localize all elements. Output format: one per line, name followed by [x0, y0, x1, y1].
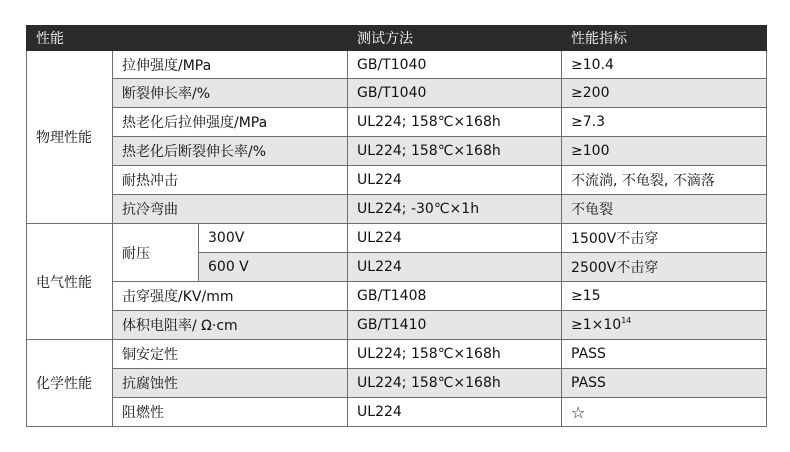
item-cell: 击穿强度/KV/mm	[113, 282, 348, 311]
category-physical: 物理性能	[27, 51, 113, 224]
method-cell: UL224	[348, 224, 562, 253]
header-spec-value: 性能指标	[562, 26, 767, 51]
value-cell: ≥200	[562, 79, 767, 108]
header-property: 性能	[27, 26, 348, 51]
item-cell: 抗冷弯曲	[113, 195, 348, 224]
item-cell: 600 V	[199, 253, 348, 282]
method-cell: UL224; 158℃×168h	[348, 340, 562, 369]
table-row	[27, 282, 767, 311]
value-cell: ≥7.3	[562, 108, 767, 137]
method-cell: UL224; 158℃×168h	[348, 108, 562, 137]
value-cell: 2500V不击穿	[562, 253, 767, 282]
method-cell: GB/T1040	[348, 79, 562, 108]
header-test-method: 测试方法	[348, 26, 562, 51]
method-cell: UL224; 158℃×168h	[348, 137, 562, 166]
method-cell: GB/T1040	[348, 51, 562, 79]
table-row	[27, 79, 767, 108]
value-cell: PASS	[562, 340, 767, 369]
table-row	[27, 311, 767, 340]
method-cell: UL224; -30℃×1h	[348, 195, 562, 224]
item-cell: 抗腐蚀性	[113, 369, 348, 398]
method-cell: GB/T1410	[348, 311, 562, 340]
value-cell	[562, 311, 767, 340]
method-cell: GB/T1408	[348, 282, 562, 311]
sub-item-withstand-voltage: 耐压	[113, 224, 199, 282]
method-cell: UL224	[348, 253, 562, 282]
star-icon: ☆	[562, 398, 767, 427]
value-cell: ≥10.4	[562, 51, 767, 79]
item-cell: 耐热冲击	[113, 166, 348, 195]
value-cell: 不龟裂	[562, 195, 767, 224]
table-row	[27, 108, 767, 137]
table-row	[27, 51, 767, 79]
item-cell: 阻燃性	[113, 398, 348, 427]
value-base: ≥1×10	[571, 317, 622, 333]
value-cell: ≥100	[562, 137, 767, 166]
category-electrical: 电气性能	[27, 224, 113, 340]
table-row	[27, 398, 767, 427]
item-cell: 拉伸强度/MPa	[113, 51, 348, 79]
item-cell: 热老化后断裂伸长率/%	[113, 137, 348, 166]
header-row	[27, 26, 767, 51]
table-row	[27, 340, 767, 369]
value-cell: 1500V不击穿	[562, 224, 767, 253]
category-chemical: 化学性能	[27, 340, 113, 427]
item-cell: 铜安定性	[113, 340, 348, 369]
item-cell: 体积电阻率/ Ω·cm	[113, 311, 348, 340]
method-cell: UL224	[348, 166, 562, 195]
table-row	[27, 166, 767, 195]
method-cell: UL224	[348, 398, 562, 427]
method-cell: UL224; 158℃×168h	[348, 369, 562, 398]
item-cell: 热老化后拉伸强度/MPa	[113, 108, 348, 137]
table-row	[27, 224, 767, 253]
item-cell: 300V	[199, 224, 348, 253]
item-cell: 断裂伸长率/%	[113, 79, 348, 108]
table-row	[27, 369, 767, 398]
table-row	[27, 137, 767, 166]
value-cell: PASS	[562, 369, 767, 398]
value-cell: 不流淌, 不龟裂, 不滴落	[562, 166, 767, 195]
table-row	[27, 195, 767, 224]
value-cell: ≥15	[562, 282, 767, 311]
value-exponent: 14	[621, 316, 632, 325]
spec-table	[26, 25, 767, 427]
